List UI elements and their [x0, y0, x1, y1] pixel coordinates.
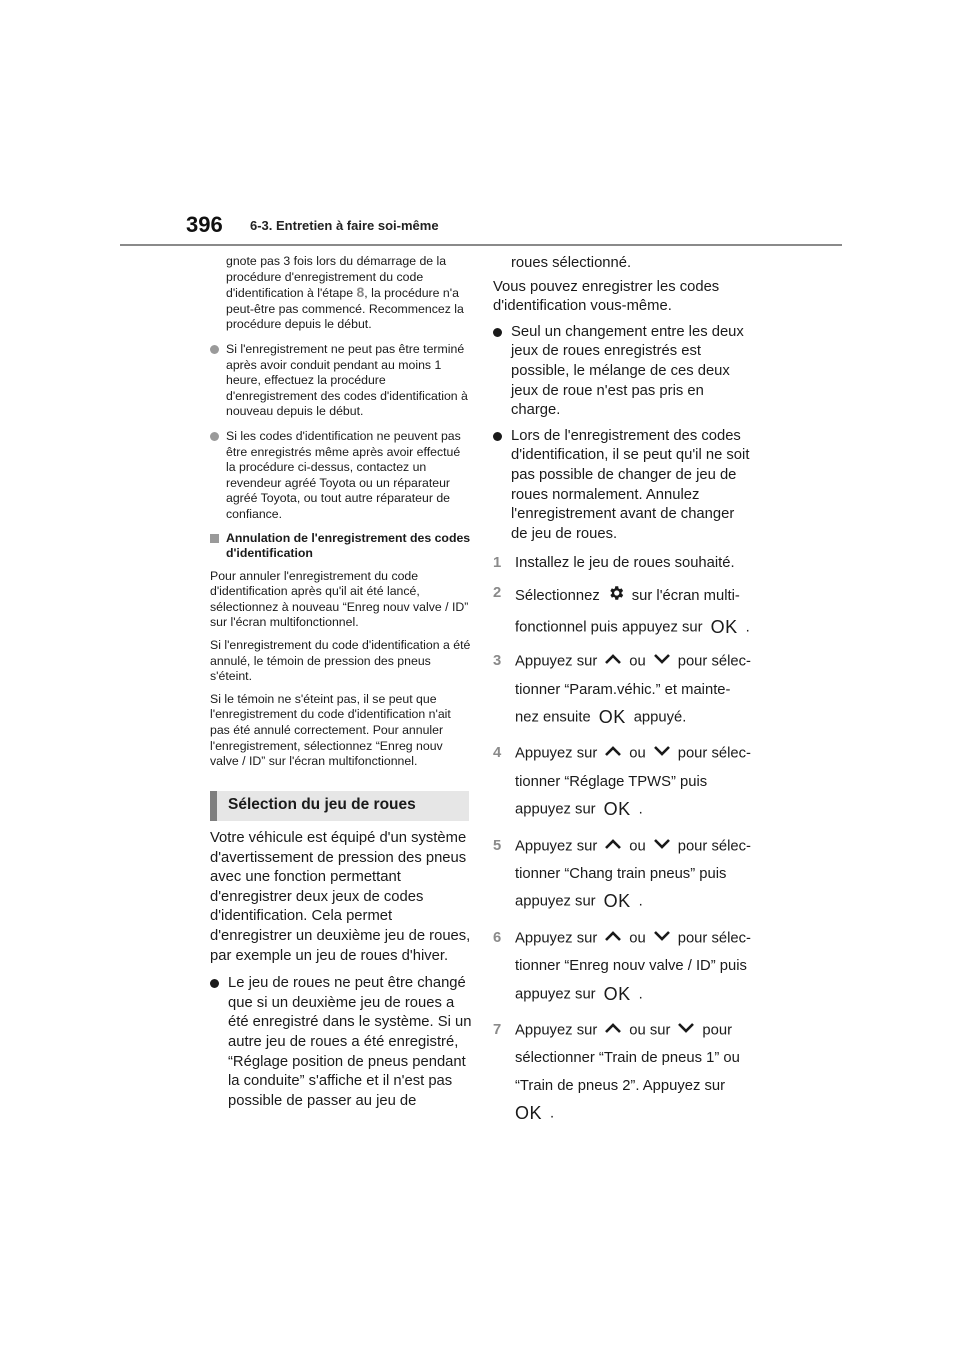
continuation-text: roues sélectionné.: [511, 255, 632, 271]
list-bullet: Le jeu de roues ne peut être changé que si un deuxième jeu de roues a été enregistré dans le système. Si un autre jeu de roues a été enregistré, “Réglage position de pneus pendant la conduite” s'affiche et il n'est pas possible de passer au jeu de: [210, 974, 472, 1111]
chevron-down-icon: [653, 929, 671, 949]
subheading: Annulation de l'enregistrement des codes d'identification: [210, 531, 472, 562]
continuation-text: gnote pas 3 fois lors du démarrage de la procédure d'enregistrement du code d'identification à l'étape 8, la procédure n'a peut-être pas commencé. Recommencez la procédure depuis le début.: [226, 254, 464, 332]
ok-button-icon: OK: [603, 983, 631, 1004]
step-number: 2: [493, 584, 502, 601]
bullet-dot-icon: [210, 432, 219, 441]
step-4: 4 Appuyez sur ou pour sélec- tionner “Réglage TPWS” puis appuyez sur OK .: [493, 745, 751, 820]
intro-paragraph: Votre véhicule est équipé d'un système d'avertissement de pression des pneus avec une fonction permettant d'enregistrer deux jeux de codes d'identification. Cela permet d'enregistrer un deuxième jeu de roues, par exemple un jeu de roues d'hiver.: [210, 830, 471, 964]
step-number: 7: [493, 1021, 502, 1038]
step-number: 4: [493, 745, 502, 762]
step-reference: 8: [356, 284, 365, 301]
paragraph: Pour annuler l'enregistrement du code d'identification après qu'il ait été lancé, sélectionnez à nouveau “Enreg nouv valve / ID” sur l'écran multifonctionnel.: [210, 568, 469, 630]
ok-button-icon: OK: [710, 616, 738, 637]
chevron-up-icon: [604, 652, 622, 672]
chevron-down-icon: [677, 1021, 695, 1041]
chevron-up-icon: [604, 1021, 622, 1041]
paragraph: Si le témoin ne s'éteint pas, il se peut que l'enregistrement du code d'identification n'ait pas été annulé correctement. Pour annuler l'enregistrement, sélectionnez “Enreg nouv valve / ID” sur l'écran multifonctionnel.: [210, 691, 451, 769]
chevron-down-icon: [653, 837, 671, 857]
step-number: 5: [493, 837, 502, 854]
step-3: 3 Appuyez sur ou pour sélec- tionner “Param.véhic.” et mainte- nez ensuite OK appuyé.: [493, 653, 751, 728]
left-column-bottom: [210, 829, 472, 1111]
ok-button-icon: OK: [603, 891, 631, 912]
step-1: 1 Installez le jeu de roues souhaité.: [493, 554, 753, 574]
list-bullet: Seul un changement entre les deux jeux de roues enregistrés est possible, le mélange de ces deux jeux de roue n'est pas pris en charge.: [493, 323, 753, 421]
list-bullet: Lors de l'enregistrement des codes d'identification, il se peut qu'il ne soit pas possible de changer de jeu de roues normalement. Annulez l'enregistrement avant de changer de jeu de roues.: [493, 427, 753, 545]
bullet-dot-icon: [493, 432, 502, 441]
paragraph: Si l'enregistrement du code d'identification a été annulé, le témoin de pression des pneus s'éteint.: [210, 638, 471, 684]
step-number: 6: [493, 929, 502, 946]
chevron-up-icon: [604, 744, 622, 764]
ok-button-icon: OK: [515, 1103, 543, 1124]
bullet-dot-icon: [210, 345, 219, 354]
bullet-dot-icon: [493, 328, 502, 337]
note-bullet: Si l'enregistrement ne peut pas être terminé après avoir conduit pendant au moins 1 heure, effectuez la procédure d'enregistrement des codes d'identification à nouveau depuis le début.: [210, 342, 472, 420]
right-column: [493, 254, 753, 1125]
ok-button-icon: OK: [598, 707, 626, 728]
step-2: 2 Sélectionnez sur l'écran multi- fonctionnel puis appuyez sur OK .: [493, 584, 750, 637]
section-title: 6-3. Entretien à faire soi-même: [250, 218, 439, 233]
page-number: 396: [186, 212, 223, 237]
chevron-up-icon: [604, 929, 622, 949]
step-6: 6 Appuyez sur ou pour sélec- tionner “Enreg nouv valve / ID” puis appuyez sur OK .: [493, 929, 751, 1004]
gear-icon: [607, 584, 625, 609]
paragraph: Vous pouvez enregistrer les codes d'identification vous-même.: [493, 278, 720, 315]
section-heading-box: [210, 791, 469, 821]
chevron-down-icon: [653, 744, 671, 764]
chevron-up-icon: [604, 837, 622, 857]
ok-button-icon: OK: [603, 799, 631, 820]
step-5: 5 Appuyez sur ou pour sélec- tionner “Chang train pneus” puis appuyez sur OK .: [493, 837, 751, 912]
section-heading: Sélection du jeu de roues: [228, 796, 416, 813]
bullet-dot-icon: [210, 979, 219, 988]
left-column: [210, 254, 472, 770]
step-7: 7 Appuyez sur ou sur pour sélectionner “Train de pneus 1” ou “Train de pneus 2”. Appuyez sur OK .: [493, 1021, 740, 1124]
step-number: 3: [493, 653, 502, 670]
square-bullet-icon: [210, 534, 219, 543]
chevron-down-icon: [653, 652, 671, 672]
header-divider: [120, 244, 842, 246]
step-number: 1: [493, 555, 502, 572]
note-bullet: Si les codes d'identification ne peuvent pas être enregistrés même après avoir effectué la procédure ci-dessus, contactez un revendeur agréé Toyota ou un réparateur agréé Toyota, ou tout autre réparateur de confiance.: [210, 429, 472, 523]
